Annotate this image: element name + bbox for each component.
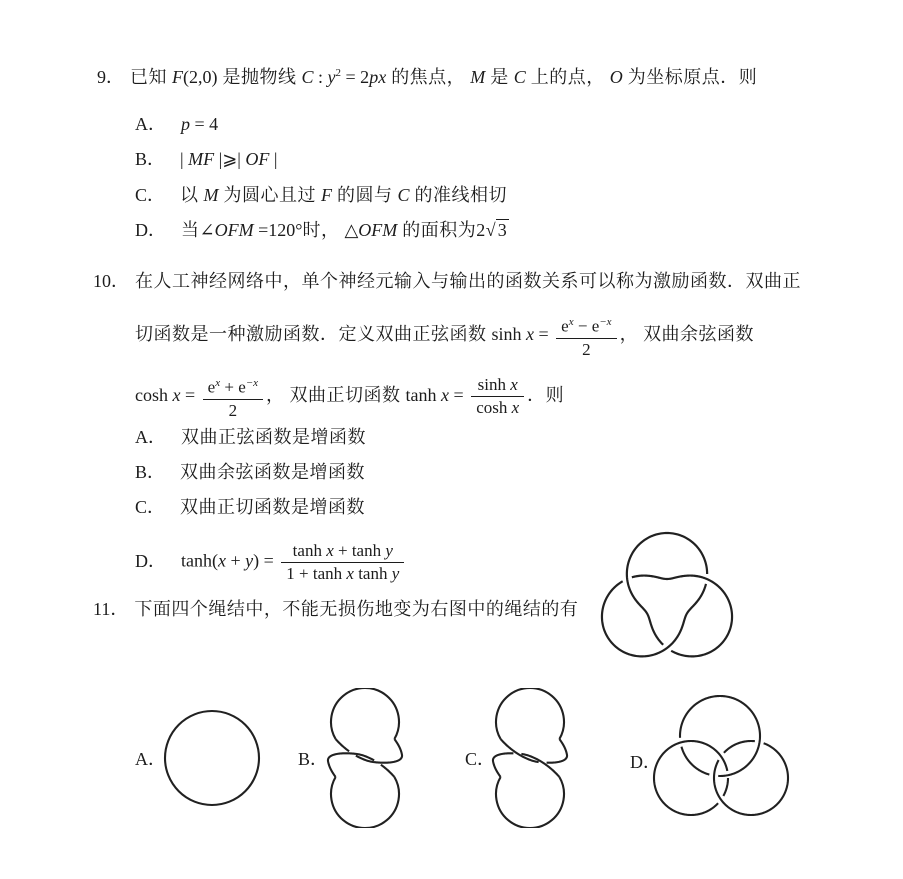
q9-option-a: A． p = 4	[135, 114, 219, 134]
q9-option-c: C． 以 M 为圆心且过 F 的圆与 C 的准线相切	[135, 185, 508, 205]
knot-option-a-label: A．	[135, 749, 166, 769]
option-label: D．	[135, 550, 166, 571]
radical: √ 3	[485, 220, 507, 240]
q9-number: 9．	[97, 67, 124, 87]
q9-option-b: B． | MF |⩾| OF |	[135, 149, 278, 169]
option-label: B．	[135, 462, 166, 482]
q10-stem-line2: 切函数是一种激励函数．定义双曲正弦函数 sinh x = $\frac{e^x - e^{-x}}{2}$ ， 双曲余弦函数	[135, 312, 754, 360]
q11-number: 11．	[93, 599, 129, 619]
q9-option-d: D． 当∠OFM =120°时， △OFM 的面积为2√ 3	[135, 220, 507, 240]
knot-option-c-label: C．	[465, 749, 496, 769]
trefoil-knot-figure	[595, 528, 745, 668]
q10-option-a: A． 双曲正弦函数是增函数	[135, 427, 366, 447]
angle-symbol: ∠	[199, 220, 215, 240]
sinh-definition-fraction: $\frac{e^x - e^{-x}}{2}$	[556, 312, 616, 360]
tanh-definition-fraction: $\frac{\text{sinh x}}{\text{cosh x}}$	[471, 375, 524, 418]
option-label: B．	[135, 149, 166, 169]
q10-stem-line3: cosh x = $\frac{e^x + e^{-x}}{2}$ ， 双曲正切函数 tanh x = $\frac{\text{sinh x}}{\text{cosh x}}$ ．则	[135, 373, 564, 421]
knot-figure-b-clasp	[315, 688, 415, 828]
q10-number: 10．	[93, 271, 129, 291]
q9-stem: 9． 已知 F(2,0) 是抛物线 C : $y^2 = 2px$ 的焦点， M 是 C 上的点， O 为坐标原点．则	[97, 67, 758, 87]
knot-figure-c-clasp-mirror	[480, 688, 580, 828]
tanh-addition-fraction: $\frac{\text{tanh x + tanh y}}{\text{1 + tanh x tanh y}}$	[281, 541, 404, 584]
knot-figure-d-three-rings	[650, 690, 795, 825]
option-label: D．	[135, 220, 166, 240]
cosh-definition-fraction: $\frac{e^x + e^{-x}}{2}$	[203, 373, 263, 421]
q10-stem-line1: 10． 在人工神经网络中，单个神经元输入与输出的函数关系可以称为激励函数．双曲正	[93, 271, 801, 291]
option-label: A．	[135, 427, 166, 447]
q10-option-b: B． 双曲余弦函数是增函数	[135, 462, 366, 482]
option-label: C．	[135, 497, 166, 517]
q11-stem: 11． 下面四个绳结中，不能无损伤地变为右图中的绳结的有	[93, 599, 579, 619]
knot-option-b-label: B．	[298, 749, 329, 769]
q10-option-c: C． 双曲正切函数是增函数	[135, 497, 366, 517]
option-label: C．	[135, 185, 166, 205]
triangle-symbol: △	[344, 220, 359, 240]
knot-figure-a-unknot	[160, 706, 264, 810]
option-label: A．	[135, 114, 166, 134]
q10-option-d: D． tanh(x + y) = $\frac{\text{tanh x + tanh y}}{\text{1 + tanh x tanh y}}$	[135, 541, 407, 584]
knot-option-d-label: D．	[630, 752, 661, 772]
